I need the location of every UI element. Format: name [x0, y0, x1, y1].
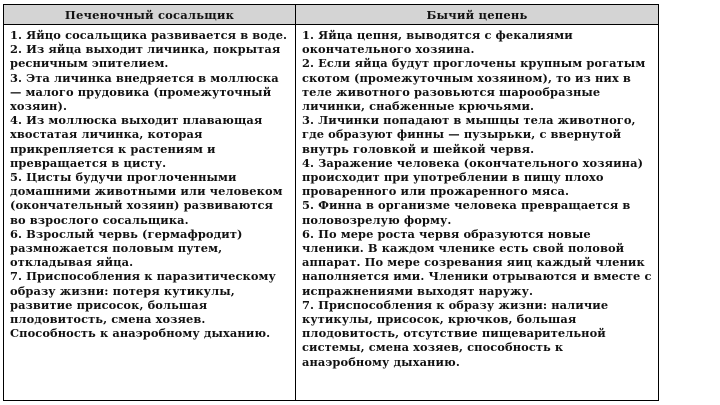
- list-item: 2. Из яйца выходит личинка, покрытая ресничным эпителием.: [10, 42, 281, 71]
- list-item: 4. Из моллюска выходит плавающая хвостатая личинка, которая прикрепляется к растениям и превращается в цисту.: [10, 113, 263, 170]
- list-item: 1. Яйца цепня, выводятся с фекалиями окончательного хозяина.: [302, 28, 573, 57]
- list-item: 6. Взрослый червь (гермафродит) размножается половым путем, откладывая яйца.: [10, 226, 243, 270]
- list-item: 6. По мере роста червя образуются новые членики. В каждом членике есть свой половой аппарат. По мере созревания яиц каждый членик наполняется ими. Членики отрываются и вместе с испражнениями выходят наружу.: [302, 226, 652, 298]
- list-item: 4. Заражение человека (окончательного хозяина) происходит при употреблении в пищу плохо проваренного или прожаренного мяса.: [302, 155, 644, 199]
- list-item: 1. Яйцо сосальщика развивается в воде.: [10, 28, 288, 42]
- content-row: [4, 25, 659, 401]
- header-liver-fluke: Печеночный сосальщик: [4, 5, 296, 25]
- comparison-table: [3, 4, 659, 401]
- beef-tapeworm-column: [296, 25, 659, 401]
- list-item: 7. Приспособления к образу жизни: наличие кутикулы, присосок, крючков, большая плодовитость, отсутствие пищеварительной системы, смена хозяев, способность к анаэробному дыханию.: [302, 297, 609, 369]
- list-item: 7. Приспособления к паразитическому образу жизни: потеря кутикулы, развитие присосок, большая плодовитость, смена хозяев. Способность к анаэробному дыханию.: [10, 269, 276, 341]
- header-beef-tapeworm: Бычий цепень: [296, 5, 659, 25]
- liver-fluke-column: [4, 25, 296, 401]
- list-item: 5. Финна в организме человека превращается в половозрелую форму.: [302, 198, 631, 227]
- header-row: [4, 5, 659, 25]
- list-item: 3. Личинки попадают в мышцы тела животного, где образуют финны — пузырьки, с ввернутой внутрь головкой и шейкой червя.: [302, 113, 636, 156]
- list-item: 2. Если яйца будут проглочены крупным рогатым скотом (промежуточным хозяином), то из них в теле животного разовьются шарообразные личинки, снабженные крючьями.: [302, 56, 646, 114]
- list-item: 3. Эта личинка внедряется в моллюска — малого прудовика (промежуточный хозяин).: [10, 70, 279, 114]
- list-item: 5. Цисты будучи проглоченными домашними животными или человеком (окончательный хозяин) развиваются во взрослого сосальщика.: [10, 170, 283, 227]
